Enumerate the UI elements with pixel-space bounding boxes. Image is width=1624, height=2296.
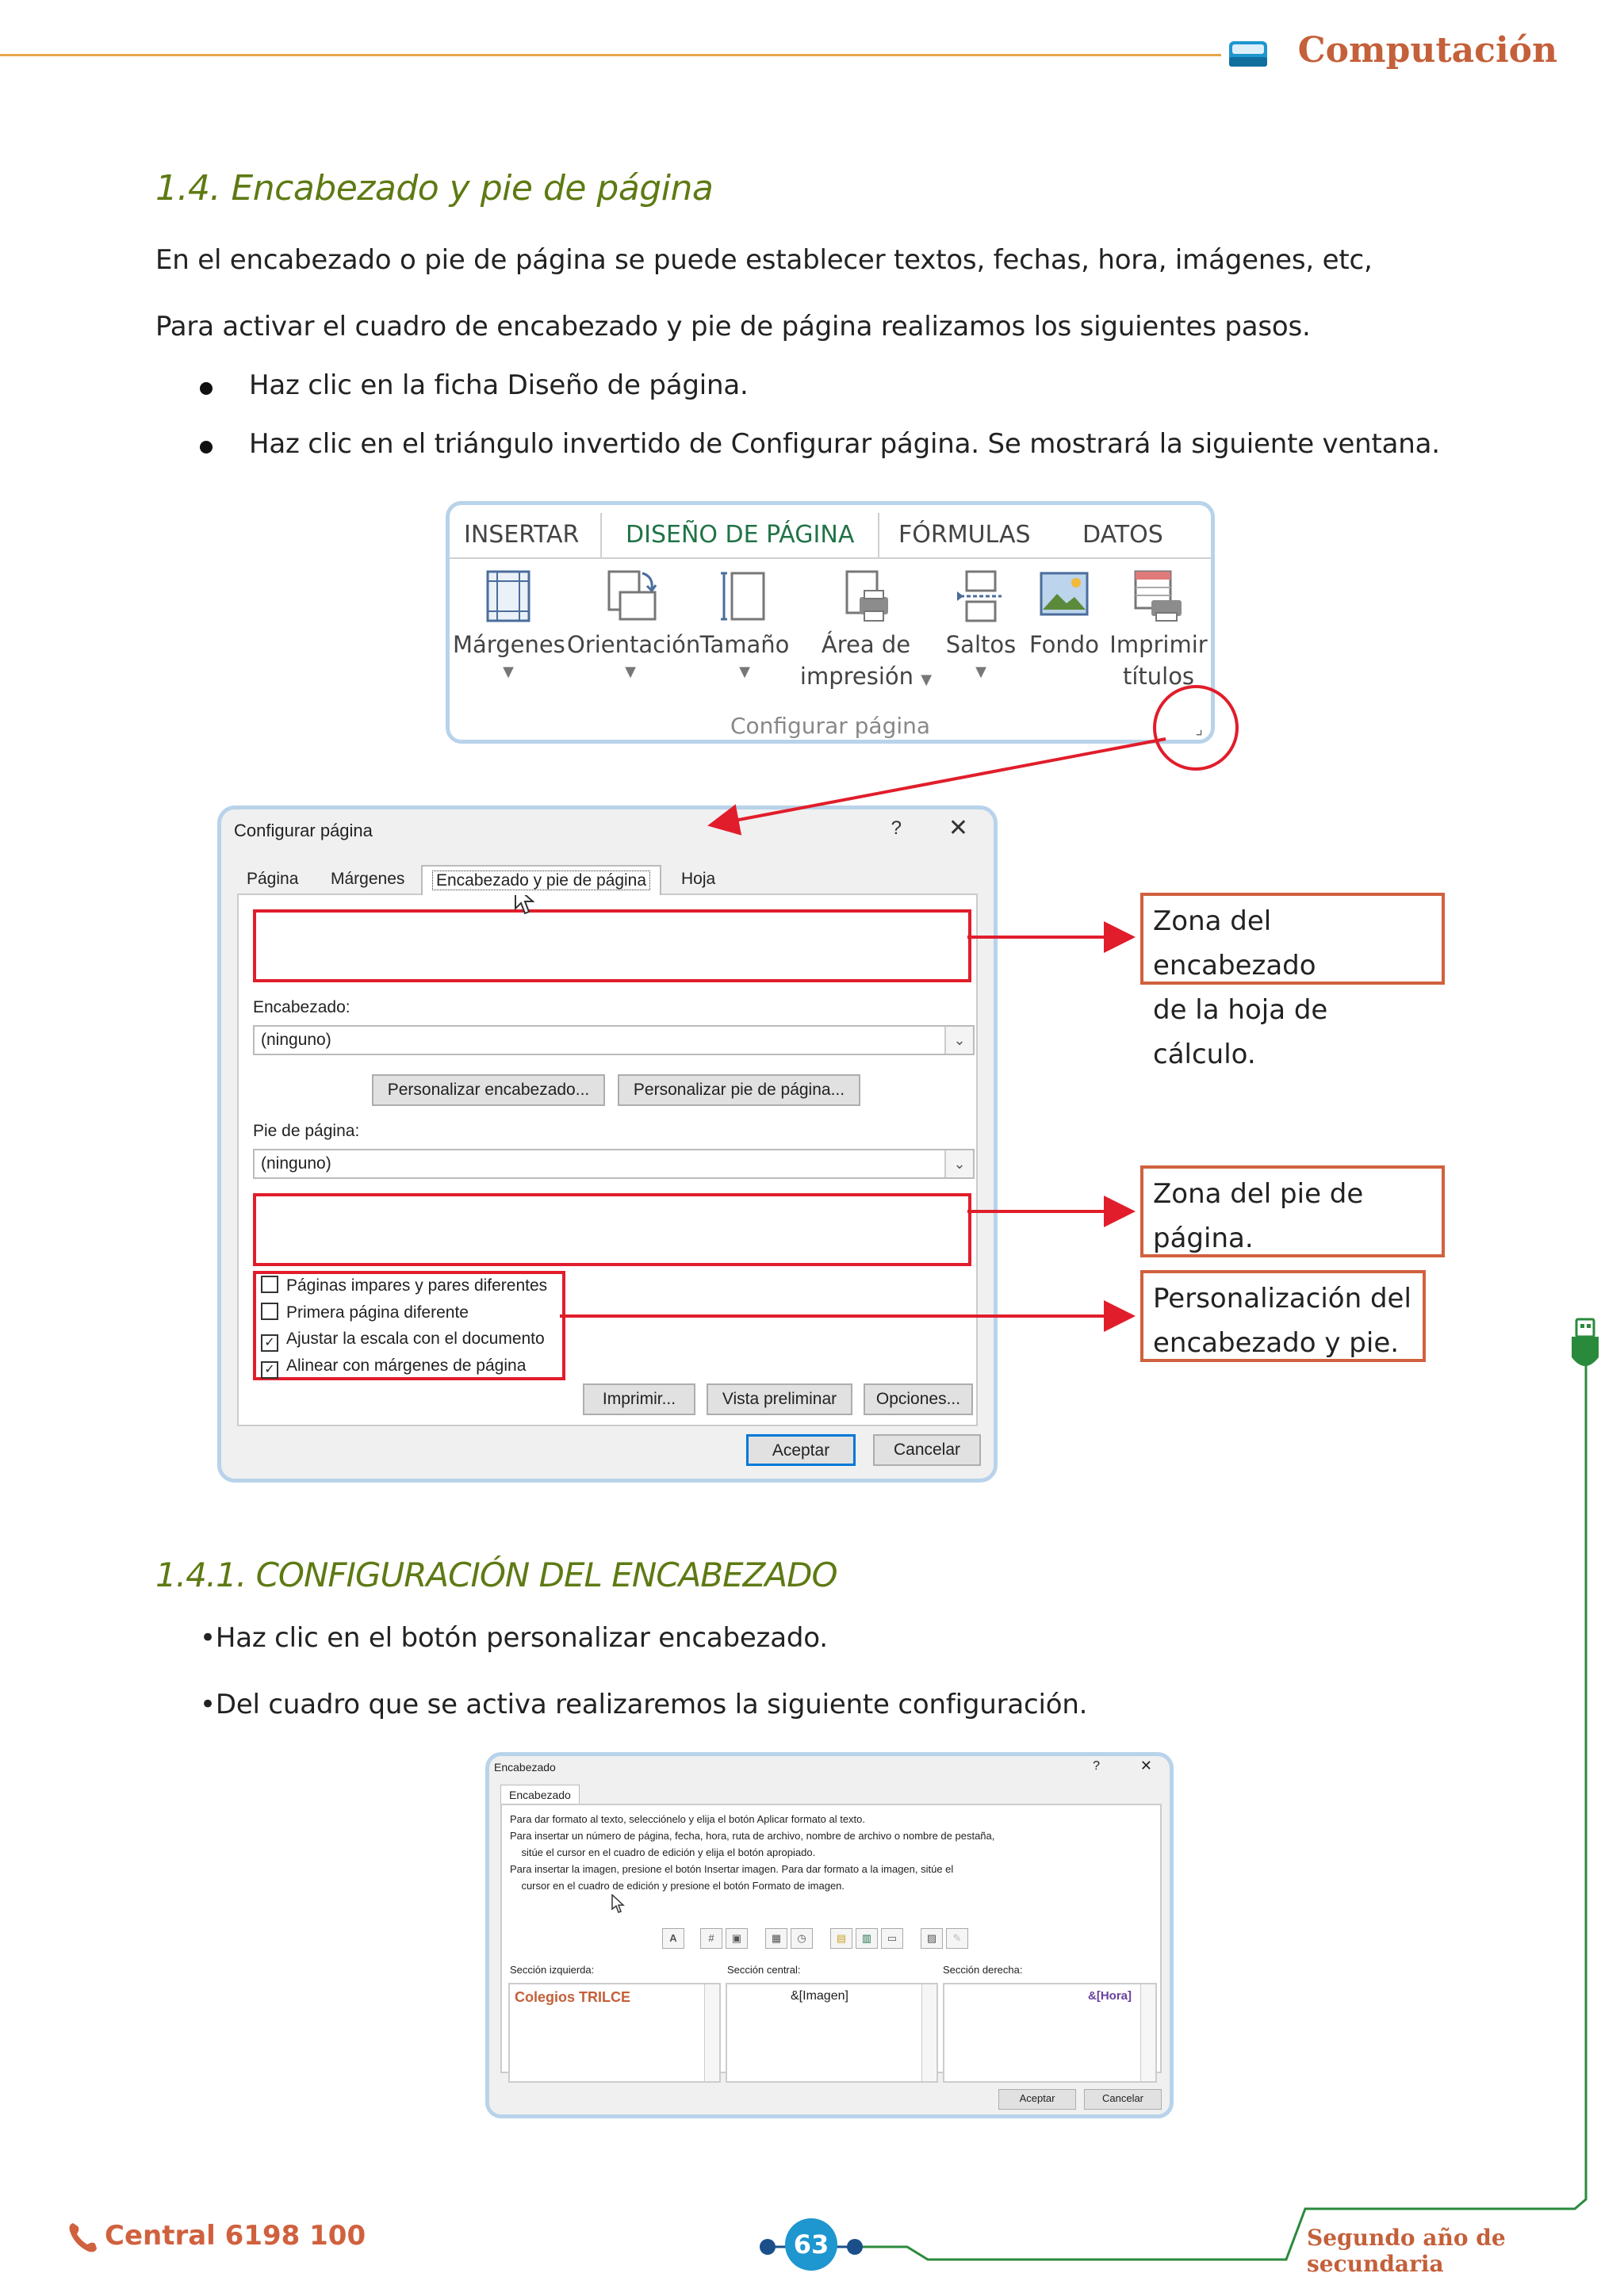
print-button[interactable]: Imprimir... [583,1383,695,1415]
chevron-down-icon: ▼ [625,664,636,680]
checkbox-label: Alinear con márgenes de página [286,1357,527,1375]
print-area-label-1: Área de [821,631,911,658]
orientation-label: Orientación [567,631,701,658]
header-label: Encabezado: [253,998,350,1016]
cancel-button[interactable]: Cancelar [1084,2089,1162,2110]
callout-customization [1140,1270,1426,1362]
callout-line: de la hoja de cálculo. [1153,994,1328,1070]
right-section-input[interactable] [943,1983,1157,2083]
scrollbar[interactable] [921,1984,936,2081]
margins-label: Márgenes [453,631,565,658]
callout-header-zone [1140,893,1445,1070]
left-section-label: Sección izquierda: [510,1964,595,1976]
launcher-highlight-circle [1155,687,1237,769]
file-path-icon[interactable]: ▤ [830,1928,852,1949]
tab-encabezado-pie[interactable] [421,865,661,895]
chevron-down-icon: ▼ [975,664,986,680]
ok-button[interactable]: Aceptar [998,2089,1076,2110]
phone-icon [67,2220,98,2255]
tab-encabezado-pie-label: Encabezado y pie de página [432,871,650,890]
instruction-line: cursor en el cuadro de edición y presione el botón Formato de imagen. [510,1880,845,1892]
intro-text: En el encabezado o pie de página se puede establecer textos, fechas, hora, imágenes, etc, [155,244,1373,276]
callout-footer-zone [1140,1165,1445,1257]
print-titles-label-2: títulos [1122,663,1195,690]
checkbox-label: Primera página diferente [286,1303,469,1322]
callout-line: Zona del pie de [1153,1178,1364,1210]
scrollbar[interactable] [704,1984,719,2081]
page-count-icon[interactable]: ▣ [726,1928,748,1949]
tab-datos[interactable]: DATOS [1082,521,1163,549]
chevron-down-icon: ⌄ [944,1150,973,1177]
instruction-line: sitúe el cursor en el cuadro de edición y elija el botón apropiado. [510,1846,816,1858]
custom-header-button[interactable]: Personalizar encabezado... [372,1074,605,1106]
tab-formulas[interactable]: FÓRMULAS [898,521,1031,549]
instruction-line: Para insertar un número de página, fecha, hora, ruta de archivo, nombre de archivo o nombre de pestaña, [510,1830,995,1842]
insert-image-icon[interactable]: ▨ [921,1928,943,1949]
close-icon[interactable]: ✕ [1139,1758,1152,1774]
breaks-label: Saltos [945,631,1017,658]
tab-diseno-de-pagina[interactable]: DISEÑO DE PÁGINA [600,513,879,557]
subsection-title: 1.4.1. CONFIGURACIÓN DEL ENCABEZADO [155,1556,837,1594]
center-section-label: Sección central: [727,1964,801,1976]
chevron-down-icon: ⌄ [944,1027,973,1054]
step-1: Haz clic en la ficha Diseño de página. [249,369,749,401]
left-section-value: Colegios TRILCE [515,1989,631,2005]
callout-line: encabezado y pie. [1153,1327,1400,1359]
dialog2-title: Encabezado [494,1761,556,1774]
dialog-title: Configurar página [234,821,373,840]
custom-footer-button[interactable]: Personalizar pie de página... [618,1074,860,1106]
callout-line: Zona del encabezado [1153,905,1316,982]
steps-intro: Para activar el cuadro de encabezado y pie de página realizamos los siguientes pasos. [155,311,1311,342]
arrow-to-dialog [714,739,1166,825]
footer-label: Pie de página: [253,1122,360,1140]
right-section-value: &[Hora] [1088,1989,1132,2003]
mouse-cursor-icon [611,1894,626,1915]
phone-number: Central 6198 100 [105,2220,366,2252]
grade-label: Segundo año de secundaria [1307,2225,1506,2277]
ok-button[interactable]: Aceptar [746,1434,856,1466]
tab-hoja[interactable]: Hoja [681,870,716,888]
scrollbar[interactable] [1140,1984,1155,2081]
time-icon[interactable]: ◷ [791,1928,813,1949]
close-icon[interactable]: ✕ [948,815,968,841]
header-select-value: (ninguno) [261,1031,331,1049]
format-text-icon[interactable]: A [662,1928,684,1949]
options-button[interactable]: Opciones... [864,1383,973,1415]
page-number: 63 [785,2218,837,2271]
chevron-down-icon: ▼ [503,664,514,680]
right-section-label: Sección derecha: [943,1964,1023,1976]
instruction-line: Para dar formato al texto, selecciónelo y elija el botón Aplicar formato al texto. [510,1813,866,1825]
left-section-input[interactable] [508,1983,721,2083]
section-title: 1.4. Encabezado y pie de página [155,168,714,209]
instruction-line: Para insertar la imagen, presione el botón Insertar imagen. Para dar formato a la imagen, sitúe el [510,1863,954,1875]
print-titles-label-1: Imprimir [1109,631,1208,658]
print-preview-button[interactable]: Vista preliminar [707,1383,852,1415]
date-icon[interactable]: ▦ [765,1928,787,1949]
tab-encabezado[interactable]: Encabezado [500,1785,580,1804]
substep-1: •Haz clic en el botón personalizar encabezado. [200,1622,828,1654]
format-image-icon[interactable]: ✎ [946,1928,968,1949]
checkbox-box: ✓ [261,1361,278,1379]
help-icon[interactable]: ? [1093,1759,1100,1773]
footer-select-value: (ninguno) [261,1154,331,1173]
checkbox-box: ✓ [261,1334,278,1352]
background-label: Fondo [1029,631,1099,658]
substep-2: •Del cuadro que se activa realizaremos la siguiente configuración. [200,1689,1088,1720]
checkbox-label: Ajustar la escala con el documento [286,1330,545,1348]
group-label: Configurar página [730,713,931,739]
file-name-icon[interactable]: ▥ [856,1928,878,1949]
size-label: Tamaño [699,631,790,658]
center-section-input[interactable] [726,1983,938,2083]
header-dialog [485,1752,1174,2118]
callout-line: Personalización del [1153,1283,1411,1314]
page-number-icon[interactable]: # [700,1928,722,1949]
sheet-name-icon[interactable]: ▭ [881,1928,903,1949]
subject-title: Computación [1297,30,1557,71]
chevron-down-icon: ▼ [921,672,933,688]
print-area-label-2: impresión [799,663,914,690]
tab-pagina[interactable]: Página [247,870,299,888]
tab-margenes[interactable]: Márgenes [331,870,405,888]
dialog-launcher-icon[interactable]: ⌟ [1195,721,1203,738]
checkbox-label: Páginas impares y pares diferentes [286,1276,548,1295]
usb-icon [1564,1316,1608,1376]
tab-insertar[interactable]: INSERTAR [464,521,580,549]
chevron-down-icon: ▼ [739,664,750,680]
help-icon[interactable]: ? [891,817,902,839]
cancel-button[interactable]: Cancelar [873,1434,981,1466]
callout-line: página. [1153,1223,1254,1254]
step-2: Haz clic en el triángulo invertido de Configurar página. Se mostrará la siguiente ventana. [249,428,1440,460]
center-section-value: &[Imagen] [791,1989,848,2003]
